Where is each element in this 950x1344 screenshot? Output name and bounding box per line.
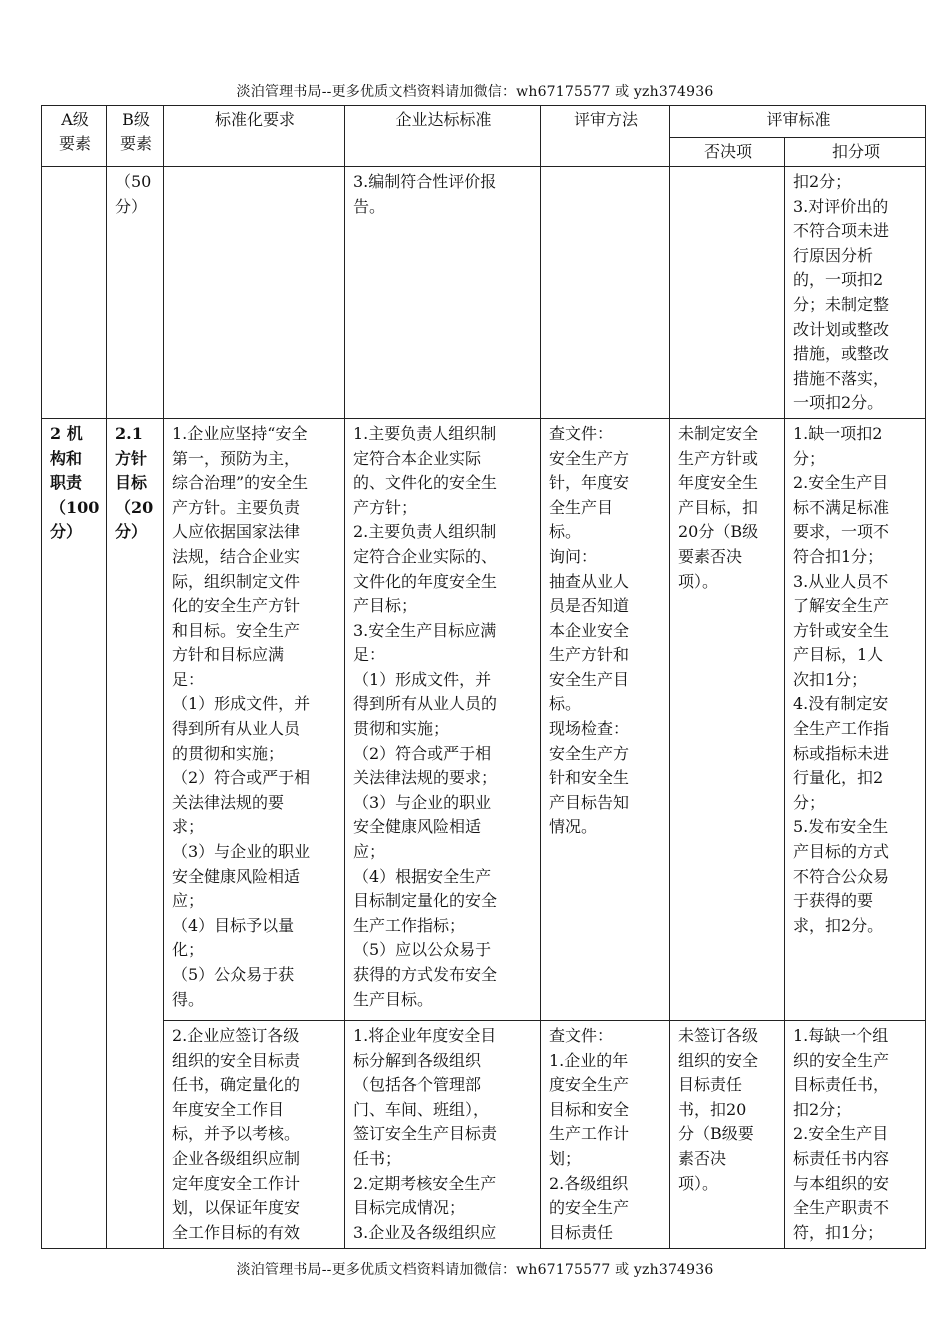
cell-text-line: 目标责任 [678,1075,743,1095]
cell-text-line: 4.没有制定安 [793,694,889,714]
cell-text-line: 安全生产目 [549,669,630,689]
cell-text-line: 全生产职责不 [793,1198,890,1218]
cell-b [107,418,164,1248]
cell-text-line: 措施不落实， [793,368,890,388]
cell-text-line: 2.安全生产目 [793,1124,889,1144]
cell-text-line: 标不满足标准 [793,497,890,517]
cell-text-line: 未制定安全 [678,423,759,443]
cell-text-line: 于获得的要 [793,891,874,911]
cell-text-line: 标分解到各级组织 [353,1050,482,1070]
cell-text-line: 划； [549,1148,582,1168]
cell-text-line: （包括各个管理部 [353,1075,482,1095]
cell-text-line: 分） [115,522,148,542]
cell-text-line: 查文件： [549,1025,614,1045]
cell-text-line: 划，以保证年度安 [172,1198,301,1218]
cell-text-line: 定符合本企业实际 [353,448,482,468]
cell-text-line: 行原因分析 [793,245,874,265]
cell-text-line: （2）符合或严于相 [353,743,492,763]
cell-text-line: （3）与企业的职业 [353,792,492,812]
cell-text-line: 分； [793,448,826,468]
cell-text-line: （100 [50,497,100,517]
cell-text-line: 标。 [549,694,582,714]
cell-text-line: 职责 [50,473,83,493]
cell-veto [670,1020,785,1248]
cell-text-line: 产方针。主要负责 [172,497,301,517]
cell-text-line: 分； [793,792,826,812]
col-header-review-criteria: 评审标准 [670,106,926,138]
cell-text-line: 标或指标未进 [793,743,890,763]
cell-text-line: 1.将企业年度安全目 [353,1025,497,1045]
cell-text-line: 全生产工作指 [793,719,890,739]
cell-text-line: 不符合项未进 [793,221,890,241]
cell-text-line: （20 [115,497,154,517]
page-header: 淡泊管理书局--更多优质文档资料请加微信：wh67175577 或 yzh374936 [236,84,714,100]
cell-text-line: 书，扣20 [678,1099,747,1119]
cell-deduct [785,167,926,419]
cell-text-line: 符合扣1分； [793,546,884,566]
cell-text-line: 生产方针和 [549,645,630,665]
cell-text-line: 安全健康风险相适 [353,817,482,837]
cell-text-line: 生产工作计 [549,1124,630,1144]
cell-text-line: 目标和安全 [549,1099,630,1119]
cell-text-line: 行量化，扣2 [793,768,884,788]
cell-text-line: 3.安全生产目标应满 [353,620,497,640]
cell-text-line: 方针或安全生 [793,620,890,640]
cell-text-line: 年度安全工作目 [172,1099,285,1119]
cell-deduct [785,1020,926,1248]
cell-text-line: 项）。 [678,571,719,591]
table-header-row [42,106,926,138]
cell-text-line: 2 机 [50,423,83,443]
cell-text-line: 化的安全生产方针 [172,596,301,616]
cell-text-line: 次扣1分； [793,669,868,689]
cell-text-line: 3.对评价出的 [793,196,889,216]
cell-text-line: 得到所有从业人员的 [353,694,498,714]
cell-text-line: 询问： [549,546,598,566]
cell-text-line: 员是否知道 [549,596,630,616]
cell-text-line: 定年度安全工作计 [172,1173,301,1193]
cell-text-line: 一项扣2分。 [793,393,884,413]
cell-text-line: 1.主要负责人组织制 [353,423,497,443]
cell-deduct [785,418,926,1020]
cell-text-line: 方针和目标应满 [172,645,285,665]
cell-text-line: 目标完成情况； [353,1198,466,1218]
cell-text-line: 化； [172,940,205,960]
cell-text-line: 贯彻和实施； [353,719,450,739]
col-header-standard-req: 标准化要求 [164,106,345,167]
cell-text-line: （1）形成文件，并 [353,669,492,689]
standards-table [41,105,926,1249]
cell-b [107,167,164,419]
cell-text-line: 未签订各级 [678,1025,759,1045]
cell-text-line: 2.定期考核安全生产 [353,1173,497,1193]
cell-text-line: 生产方针或 [678,448,759,468]
cell-a [42,418,107,1248]
cell-text-line: 文件化的年度安全生 [353,571,498,591]
cell-a [42,167,107,419]
cell-text-line: （5）公众易于获 [172,965,295,984]
cell-text-line: 目标制定量化的安全 [353,891,498,911]
cell-text-line: 全生产目 [549,497,614,517]
cell-text-line: 不符合公众易 [793,866,890,886]
cell-text-line: 产方针； [353,497,418,517]
col-header-b-level: B级 要素 [107,106,164,167]
cell-text-line: 2.安全生产目 [793,473,889,493]
cell-std [164,418,345,1020]
page-footer: 淡泊管理书局--更多优质文档资料请加微信：wh67175577 或 yzh374936 [236,1262,714,1278]
cell-text-line: 构和 [50,448,83,468]
table-row [42,1020,926,1248]
cell-text-line: 得。 [172,989,205,1009]
cell-text-line: 安全生产方 [549,743,630,763]
cell-text-line: 产目标的方式 [793,842,890,862]
cell-text-line: 分） [50,522,83,542]
col-header-review-method: 评审方法 [541,106,670,167]
cell-text-line: （4）目标予以量 [172,915,295,935]
cell-veto [670,418,785,1020]
cell-method [541,167,670,419]
cell-text-line: 安全生产方 [549,448,630,468]
cell-text-line: 5.发布安全生 [793,817,889,837]
cell-text-line: 符，扣1分； [793,1222,884,1242]
cell-text-line: 关法律法规的要求； [353,768,498,788]
cell-text-line: 足： [353,645,386,665]
col-header-veto: 否决项 [670,138,785,167]
cell-text-line: 1.企业应坚持“安全 [172,423,308,443]
cell-text-line: 1.每缺一个组 [793,1025,889,1045]
cell-text-line: 法规，结合企业实 [172,546,301,566]
cell-text-line: 针和安全生 [549,768,630,788]
cell-text-line: 分） [115,196,148,216]
cell-text-line: 情况。 [549,817,598,837]
cell-text-line: （50 [115,172,152,191]
cell-text-line: 3.企业及各级组织应 [353,1222,497,1242]
cell-text-line: 目标责任书， [793,1075,890,1095]
cell-text-line: 综合治理”的安全生 [172,473,309,493]
cell-text-line: 抽查从业人 [549,571,630,591]
cell-text-line: 2.企业应签订各级 [172,1025,300,1045]
cell-text-line: 目标责任 [549,1222,614,1242]
cell-text-line: 定符合企业实际的、 [353,546,498,566]
cell-text-line: 本企业安全 [549,620,630,640]
cell-text-line: 组织的安全 [678,1050,759,1070]
cell-method [541,418,670,1020]
cell-text-line: 际，组织制定文件 [172,571,301,591]
cell-text-line: 组织的安全目标责 [172,1050,301,1070]
cell-std [164,167,345,419]
cell-text-line: 产目标，1人 [793,645,884,665]
col-header-a-level: A级 要素 [42,106,107,167]
cell-text-line: 应； [172,891,205,911]
cell-text-line: 企业各级组织应制 [172,1148,301,1168]
cell-text-line: 签订安全生产目标责 [353,1124,498,1144]
cell-text-line: 得到所有从业人员 [172,719,301,739]
table-row [42,418,926,1020]
cell-text-line: 标。 [549,522,582,542]
cell-text-line: 生产目标。 [353,989,434,1009]
cell-text-line: 措施，或整改 [793,344,890,364]
cell-method [541,1020,670,1248]
cell-text-line: 标，并予以考核。 [172,1124,301,1144]
cell-text-line: 全工作目标的有效 [172,1222,301,1242]
cell-text-line: 产目标告知 [549,792,630,812]
cell-text-line: 扣2分； [793,172,852,191]
cell-text-line: 1.缺一项扣2 [793,423,883,443]
cell-std [164,1020,345,1248]
cell-text-line: 2.1 [115,423,143,443]
cell-text-line: 足： [172,669,205,689]
cell-text-line: 了解安全生产 [793,596,890,616]
cell-text-line: 3.从业人员不 [793,571,889,591]
cell-text-line: 分（B级要 [678,1124,754,1144]
cell-text-line: 和目标。安全生产 [172,620,301,640]
cell-text-line: 求； [172,817,205,837]
cell-text-line: 扣2分； [793,1099,852,1119]
cell-text-line: 针，年度安 [549,473,630,493]
cell-text-line: 的，一项扣2 [793,270,884,290]
cell-text-line: 20分（B级 [678,522,759,542]
cell-text-line: 项）。 [678,1173,719,1193]
cell-text-line: 告。 [353,196,386,216]
col-header-deduct: 扣分项 [785,138,926,167]
cell-text-line: 关法律法规的要 [172,792,285,812]
cell-text-line: 的安全生产 [549,1198,630,1218]
cell-text-line: 方针 [115,448,148,468]
cell-text-line: 任书； [353,1148,402,1168]
cell-text-line: 2.各级组织 [549,1173,629,1193]
cell-text-line: 的、文件化的安全生 [353,473,498,493]
cell-text-line: 与本组织的安 [793,1173,890,1193]
cell-text-line: （3）与企业的职业 [172,842,311,862]
cell-ent [345,1020,541,1248]
cell-text-line: 产目标； [353,596,418,616]
cell-text-line: 素否决 [678,1148,727,1168]
table-row [42,167,926,419]
cell-text-line: 织的安全生产 [793,1050,890,1070]
cell-text-line: 改计划或整改 [793,319,890,339]
cell-text-line: 获得的方式发布安全 [353,965,498,984]
cell-text-line: （5）应以公众易于 [353,940,492,960]
cell-text-line: 2.主要负责人组织制 [353,522,497,542]
col-header-enterprise-std: 企业达标标准 [345,106,541,167]
cell-text-line: 3.编制符合性评价报 [353,172,497,191]
cell-text-line: 门、车间、班组）， [353,1099,490,1119]
cell-text-line: 任书，确定量化的 [172,1075,301,1095]
cell-text-line: 要求，一项不 [793,522,890,542]
cell-text-line: 第一，预防为主， [172,448,301,468]
cell-text-line: 查文件： [549,423,614,443]
cell-text-line: 安全健康风险相适 [172,866,301,886]
cell-text-line: 应； [353,842,386,862]
cell-veto [670,167,785,419]
cell-text-line: 年度安全生 [678,473,759,493]
cell-text-line: 度安全生产 [549,1075,630,1095]
cell-text-line: 生产工作指标； [353,915,466,935]
cell-text-line: （1）形成文件，并 [172,694,311,714]
cell-text-line: （2）符合或严于相 [172,768,311,788]
cell-text-line: 现场检查： [549,719,630,739]
cell-text-line: 要素否决 [678,546,743,566]
cell-text-line: 1.企业的年 [549,1050,629,1070]
cell-text-line: 标责任书内容 [793,1148,890,1168]
cell-text-line: 分；未制定整 [793,294,890,314]
cell-text-line: 求，扣2分。 [793,915,884,935]
cell-text-line: 产目标，扣 [678,497,759,517]
cell-text-line: 的贯彻和实施； [172,743,285,763]
cell-ent [345,167,541,419]
cell-ent [345,418,541,1020]
cell-text-line: 人应依据国家法律 [172,522,301,542]
cell-text-line: 目标 [115,473,148,493]
cell-text-line: （4）根据安全生产 [353,866,492,886]
